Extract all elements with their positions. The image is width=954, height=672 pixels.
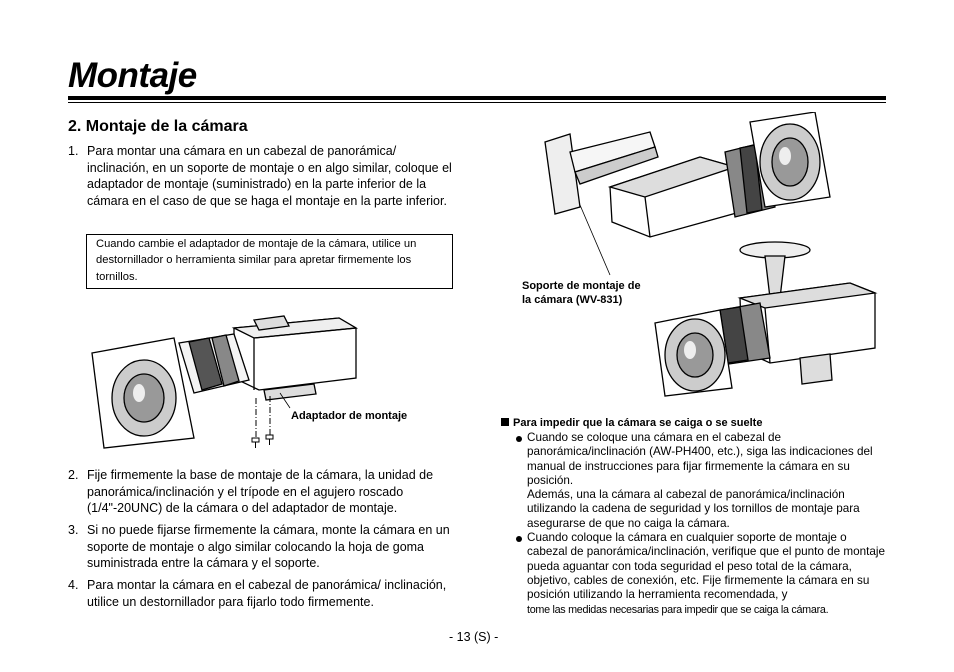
warning-bullet-1 — [515, 431, 890, 531]
bullet-extra-text: Además, una la cámara al cabezal de panorámica/inclinación utilizando la cadena de seguridad y los tornillos de montaje para asegurarse de que no caiga la cámara. — [527, 488, 860, 530]
step-text: Si no puede fijarse firmemente la cámara, monte la cámara en un soporte de montaje o algo similar colocando la hoja de goma suministrada entre la cámara y el soporte. — [87, 523, 450, 571]
caption-bracket — [522, 279, 641, 307]
caption-bracket-line2: la cámara (WV-831) — [522, 294, 623, 306]
step-4 — [68, 577, 458, 610]
title-rule-thick — [68, 96, 886, 100]
step-text: Fije firmemente la base de montaje de la cámara, la unidad de panorámica/inclinación y el trípode en el agujero roscado (1/4"-20UNC) de la cámara o del adaptador de montaje. — [87, 468, 434, 516]
bullet-dot-icon — [516, 436, 522, 442]
warning-bullets — [515, 431, 890, 617]
camera-illustration-left — [84, 298, 374, 458]
warning-heading-text: Para impedir que la cámara se caiga o se suelte — [513, 417, 763, 429]
step-text: Para montar una cámara en un cabezal de panorámica/ inclinación, en un soporte de montaje o en algo similar, coloque el adaptador de montaje (suministrado) en la parte inferior de la cámara en el caso de que se haga el montaje en la parte inferior. — [87, 144, 452, 208]
page-title: Montaje — [68, 56, 197, 95]
step-number: 4. — [68, 578, 79, 592]
bracket-leader-line — [560, 200, 620, 280]
caption-bracket-line1: Soporte de montaje de — [522, 280, 641, 292]
caption-mount-adapter: Adaptador de montaje — [291, 410, 408, 422]
warning-heading — [501, 417, 762, 429]
step-number: 3. — [68, 523, 79, 537]
title-rule-thin — [68, 102, 886, 103]
warning-bullet-2 — [515, 531, 890, 617]
note-box: Cuando cambie el adaptador de montaje de la cámara, utilice un destornillador o herramienta similar para apretar firmemente los tornillos. — [86, 234, 453, 289]
bullet-dot-icon — [516, 536, 522, 542]
bullet-last-line: tome las medidas necesarias para impedir que se caiga la cámara. — [527, 603, 829, 616]
step-1 — [68, 143, 458, 209]
bullet-text: Cuando se coloque una cámara en el cabezal de panorámica/inclinación (AW-PH400, etc.), siga las indicaciones del manual de instrucciones para fijar firmemente la cámara en su posición. — [527, 431, 873, 487]
step-2 — [68, 467, 458, 517]
step-3 — [68, 522, 458, 572]
square-bullet-icon — [501, 418, 509, 426]
step-number: 2. — [68, 468, 79, 482]
step-number: 1. — [68, 144, 79, 158]
step-text: Para montar la cámara en el cabezal de panorámica/ inclinación, utilice un destornillador para fijarlo todo firmemente. — [87, 578, 447, 609]
camera-illustration-pantilt — [650, 238, 890, 398]
section-heading: 2. Montaje de la cámara — [68, 118, 248, 135]
bullet-text: Cuando coloque la cámara en cualquier soporte de montaje o cabezal de panorámica/inclinación, verifique que el punto de montaje pueda aguantar con toda seguridad el peso total de la cámara, objetivo, cables de conexión, etc. Fije firmemente la cámara en su posición utilizando la herramienta recomendada, y — [527, 531, 885, 602]
page-number: - 13 (S) - — [449, 630, 499, 644]
